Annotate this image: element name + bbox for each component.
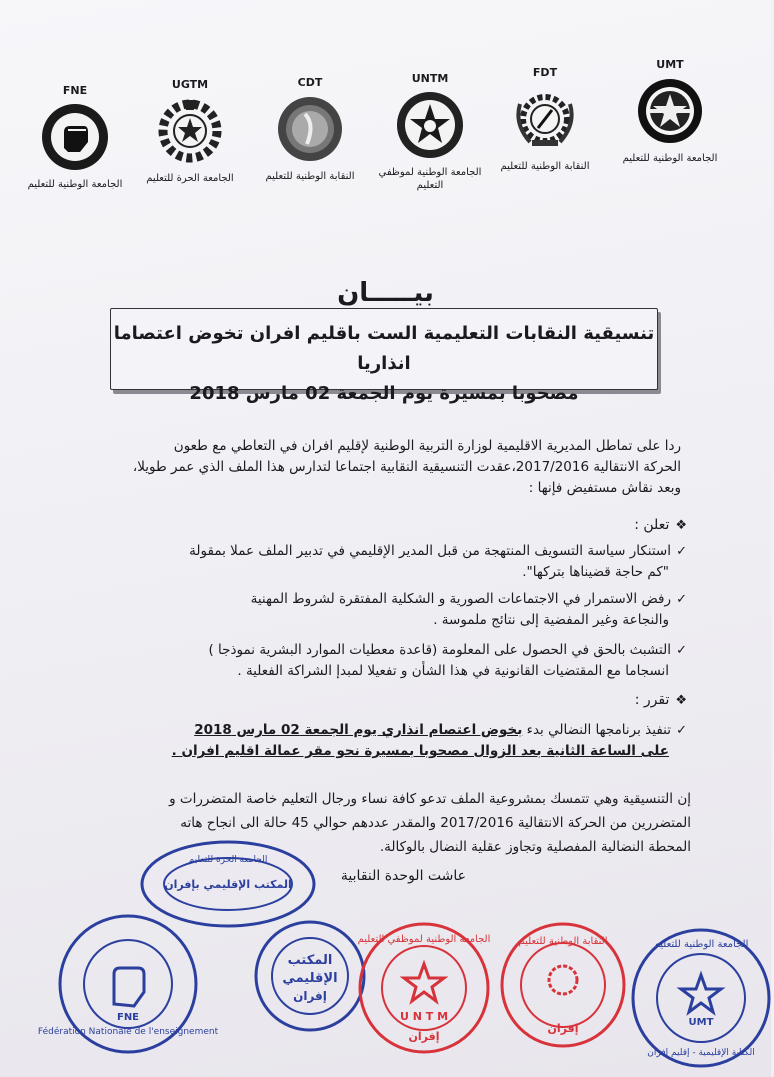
intro-line-1: ردا على تماطل المديرية الاقليمية لوزارة التربية الوطنية لإقليم افران في التعاطي مع طعون [173,438,681,454]
union-abbr: UMT [656,58,684,71]
item-line-2: والنجاعة وغير المفضية إلى نتائج ملموسة . [433,612,669,628]
union-name: النقابة الوطنية للتعليم [265,171,355,182]
cdt-center-line-1: المكتب [287,953,333,968]
item-line-2: "كم حاجة قضيناها بتركها". [522,564,669,580]
closing-line-2: المتضررين من الحركة الانتقالية 2017/2016 والمقدر عددهم حوالي 45 حالة الى انجاح هاته [180,815,691,831]
fdt-stamp-icon [498,920,628,1050]
cdt-stamp-icon [252,918,368,1034]
union-abbr: UNTM [411,72,449,85]
union-name: الجامعة الوطنية للتعليم [27,179,123,190]
checkmark-icon: ✓ [676,544,687,559]
fne-short-text: FNE [116,1012,140,1023]
announce-label-text: تعلن : [634,517,670,533]
document-heading: بيـــــان [337,278,434,308]
cdt-logo-icon [275,94,345,164]
umt-stamp-icon [628,925,774,1071]
ugtm-center-text: المكتب الإقليمي بإفران [164,878,292,891]
untm-abbr-text: U N T M [399,1010,449,1023]
fdt-ring-text: النقابة الوطنية للتعليم [518,936,608,947]
untm-logo-icon [395,90,465,160]
fne-stamp-icon [37,912,219,1056]
union-abbr: CDT [297,76,323,89]
fdt-city-text: إفران [547,1022,579,1035]
title-line-1: تنسيقية النقابات التعليمية الست باقليم افران تخوض اعتصاما انذاريا [113,323,655,374]
checkmark-icon: ✓ [676,592,687,607]
untm-stamp-icon [356,920,492,1056]
umt-abbr-text: UMT [688,1017,714,1028]
diamond-bullet-icon: ❖ [675,693,687,708]
decide-item [67,720,687,762]
closing-line-1: إن التنسيقية وهي تتمسك بمشروعية الملف تدعو كافة نساء ورجال التعليم خاصة المتضررات و [169,791,691,807]
union-fdt [485,66,605,173]
union-name: الجامعة الوطنية للتعليم [622,153,718,164]
checkmark-icon: ✓ [676,723,687,738]
decide-label [635,692,687,708]
title-box [110,308,658,404]
title-line-2: مصحوبا بمسيرة يوم الجمعة 02 مارس 2018 [189,383,579,404]
intro-line-3: وبعد نقاش مستفيض فإنها : [528,480,681,496]
announce-item-3 [67,640,687,682]
union-fne [15,84,135,191]
union-umt [610,58,730,165]
union-abbr: FNE [62,84,88,97]
closing-line-3: المحطة النضالية المفصلية وتجاوز عقلية النضال بالوكالة. [379,839,691,855]
fdt-logo-icon [510,84,580,154]
decide-line-1: بخوض اعتصام انذاري يوم الجمعة 02 مارس 2018 [194,722,523,738]
checkmark-icon: ✓ [676,643,687,658]
fne-ring-text: Fédération Nationale de l'enseignement [37,1027,219,1037]
union-untm [370,72,490,192]
announce-item-2 [67,589,687,631]
decide-prefix: تنفيذ برنامجها النضالي بدء [526,722,671,738]
union-cdt [250,76,370,183]
union-ugtm [130,78,250,185]
announce-item-1 [67,541,687,583]
announce-label [634,517,687,533]
intro-line-2: الحركة الانتقالية 2017/2016،عقدت التنسيقية النقابية اجتماعا لتدارس هذا الملف الذي عمر طويلا، [132,459,681,475]
union-abbr: UGTM [171,78,209,91]
union-logos-row [20,58,750,218]
decide-line-2: على الساعة الثانية بعد الزوال مصحوبا بمسيرة نحو مقر عمالة اقليم افران . [171,743,669,759]
untm-ring-text: الجامعة الوطنية لموظفي التعليم [357,934,491,945]
union-name: الجامعة الحرة للتعليم [146,173,234,184]
fne-logo-icon [40,102,110,172]
diamond-bullet-icon: ❖ [675,518,687,533]
signature-line: عاشت الوحدة النقابية [340,868,466,884]
union-name: النقابة الوطنية للتعليم [500,161,590,172]
umt-bottom-text: الكتابة الإقليمية - إقليم إفران [647,1048,755,1058]
union-abbr: FDT [532,66,558,79]
ugtm-ring-text: الجامعة الحرة للتعليم [188,855,268,865]
cdt-center-line-2: الإقليمي [282,971,338,986]
untm-city-text: إفران [408,1030,440,1043]
union-name: الجامعة الوطنية لموظفي التعليم [378,167,482,191]
ugtm-logo-icon [155,96,225,166]
umt-logo-icon [635,76,705,146]
decide-label-text: تقرر : [634,692,670,708]
umt-ring-text: الجامعة الوطنية للتعليم [653,939,749,950]
item-line-2: انسجاما مع المقتضيات القانونية في هذا الشأن و تفعيلا لمبدإ الشراكة الفعلية . [237,663,669,679]
cdt-center-line-3: إفران [293,989,327,1003]
intro-paragraph [81,436,681,499]
item-line-1: استنكار سياسة التسويف المنتهجة من قبل المدير الإقليمي في تدبير الملف عملا بمقولة [189,543,671,559]
item-line-1: التشبث بالحق في الحصول على المعلومة (قاعدة معطيات الموارد البشرية نموذجا ) [208,642,671,658]
item-line-1: رفض الاستمرار في الاجتماعات الصورية و الشكلية المفتقرة لشروط المهنية [250,591,671,607]
